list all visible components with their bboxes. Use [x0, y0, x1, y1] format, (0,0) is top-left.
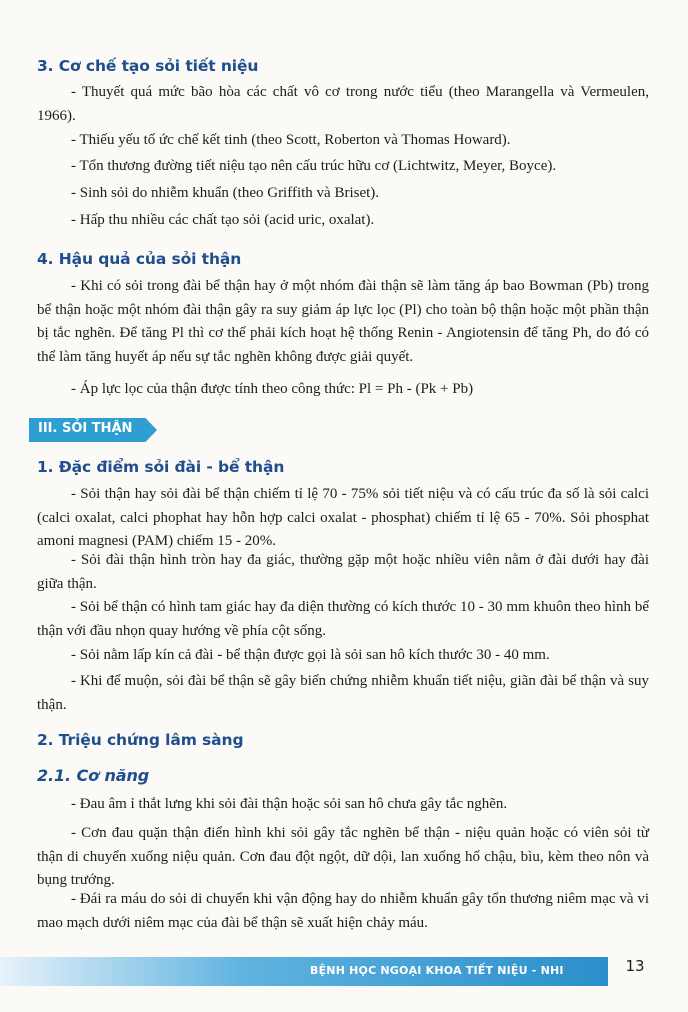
heading-consequences: 4. Hậu quả của sỏi thận [37, 250, 242, 268]
characteristics-item-3: - Sỏi bể thận có hình tam giác hay đa diện thường có kích thước 10 - 30 mm khuôn theo hình bể thận với đầu nhọn quay hướng về phía cột sống. [37, 599, 649, 639]
heading-characteristics: 1. Đặc điểm sỏi đài - bể thận [37, 458, 285, 476]
mechanism-item-5: - Hấp thu nhiều các chất tạo sỏi (acid uric, oxalat). [71, 212, 375, 228]
consequences-item-1: - Khi có sỏi trong đài bể thận hay ở một nhóm đài thận sẽ làm tăng áp bao Bowman (Pb) trong bể thận hoặc một nhóm đài thận gây ra suy giảm áp lực lọc (Pl) cho toàn bộ thận hoặc một phần thận bị tắc nghẽn. Để tăng Pl thì cơ thể phải kích hoạt hệ thống Renin - Angiotensin để tăng Ph, do đó có thể làm tăng huyết áp nếu sự tắc nghẽn không được giải quyết. [37, 278, 649, 365]
mechanism-item-2: - Thiếu yếu tố ức chế kết tinh (theo Scott, Roberton và Thomas Howard). [71, 132, 511, 148]
functional-item-3: - Đái ra máu do sỏi di chuyển khi vận động hay do nhiễm khuẩn gây tổn thương niêm mạc và vi mao mạch dưới niêm mạc của đài bể thận sẽ xuất hiện chảy máu. [37, 891, 649, 931]
characteristics-item-1: - Sỏi thận hay sỏi đài bể thận chiếm tỉ lệ 70 - 75% sỏi tiết niệu và có cấu trúc đa số là sỏi calci (calci oxalat, calci phophat hay hỗn hợp calci oxalat - phosphat) chiếm tỉ lệ 65 - 70%. Sỏi phosphat amoni magnesi (PAM) chiếm 15 - 20%. [37, 486, 649, 549]
heading-functional: 2.1. Cơ năng [37, 766, 150, 785]
mechanism-item-1: - Thuyết quá mức bão hòa các chất vô cơ trong nước tiểu (theo Marangella và Vermeulen, 1966). [37, 84, 649, 124]
section-banner-label: III. SỎI THẬN [38, 421, 133, 436]
characteristics-item-4: - Sỏi nằm lấp kín cả đài - bể thận được gọi là sỏi san hô kích thước 30 - 40 mm. [71, 647, 550, 663]
functional-item-2: - Cơn đau quặn thận điển hình khi sỏi gây tắc nghẽn bể thận - niệu quản hoặc có viên sỏi từ thận di chuyển xuống niệu quản. Cơn đau đột ngột, dữ dội, lan xuống hố chậu, bìu, kèm theo nôn và bụng trướng. [37, 825, 649, 888]
characteristics-item-2: - Sỏi đài thận hình tròn hay đa giác, thường gặp một hoặc nhiều viên nằm ở đài dưới hay đài giữa thận. [37, 552, 649, 592]
page-number: 13 [625, 957, 645, 975]
functional-item-1: - Đau âm ỉ thắt lưng khi sỏi đài thận hoặc sỏi san hô chưa gây tắc nghẽn. [71, 796, 508, 812]
mechanism-item-4: - Sinh sỏi do nhiễm khuẩn (theo Griffith và Briset). [71, 185, 380, 201]
heading-symptoms: 2. Triệu chứng lâm sàng [37, 731, 244, 749]
characteristics-item-5: - Khi để muộn, sỏi đài bể thận sẽ gây biến chứng nhiễm khuẩn tiết niệu, giãn đài bể thận và suy thận. [37, 673, 649, 713]
consequences-item-2: - Áp lực lọc của thận được tính theo công thức: Pl = Ph - (Pk + Pb) [71, 381, 474, 397]
heading-mechanism: 3. Cơ chế tạo sỏi tiết niệu [37, 57, 259, 75]
mechanism-item-3: - Tổn thương đường tiết niệu tạo nên cấu trúc hữu cơ (Lichtwitz, Meyer, Boyce). [71, 158, 557, 174]
footer-book-title: BỆNH HỌC NGOẠI KHOA TIẾT NIỆU - NHI [310, 964, 564, 977]
